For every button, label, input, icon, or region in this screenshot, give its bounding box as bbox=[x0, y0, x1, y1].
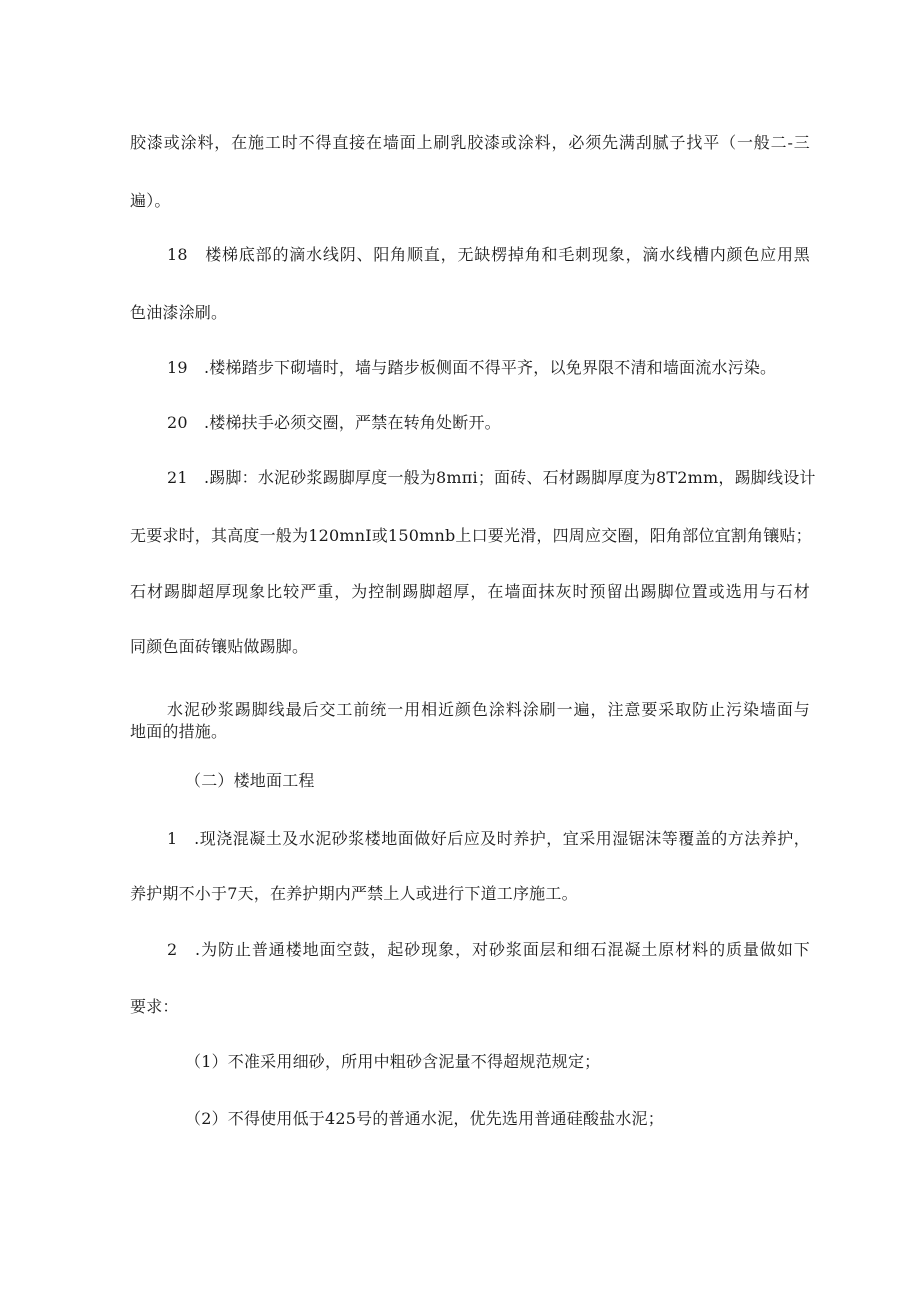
paragraph-line: 同颜色面砖镶贴做踢脚。 bbox=[130, 637, 309, 656]
paragraph-line: 要求： bbox=[130, 997, 179, 1016]
paragraph-line: 水泥砂浆踢脚线最后交工前统一用相近颜色涂料涂刷一遍，注意要采取防止污染墙面与 bbox=[167, 700, 810, 719]
list-item-21: 21 .踢脚：水泥砂浆踢脚厚度一般为8mπi；面砖、石材踢脚厚度为8T2mm，踢脚线设计 bbox=[167, 468, 816, 487]
paragraph-line: 无要求时，其高度一般为120mnI或150mnb上口要光滑，四周应交圈，阳角部位宜割角镶贴； bbox=[130, 526, 812, 545]
list-item-19: 19 .楼梯踏步下砌墙时，墙与踏步板侧面不得平齐，以免界限不清和墙面流水污染。 bbox=[167, 358, 777, 377]
list-item-2: 2 .为防止普通楼地面空鼓，起砂现象，对砂浆面层和细石混凝土原材料的质量做如下 bbox=[167, 940, 810, 959]
paragraph-line: 地面的措施。 bbox=[130, 722, 228, 741]
paragraph-line: 石材踢脚超厚现象比较严重，为控制踢脚超厚，在墙面抹灰时预留出踢脚位置或选用与石材 bbox=[130, 582, 810, 601]
section-heading: （二）楼地面工程 bbox=[185, 771, 315, 790]
sub-item-1: （1）不准采用细砂，所用中粗砂含泥量不得超规范规定； bbox=[185, 1052, 601, 1071]
paragraph-line: 遍）。 bbox=[130, 191, 171, 210]
paragraph-line: 养护期不小于7天，在养护期内严禁上人或进行下道工序施工。 bbox=[130, 884, 578, 903]
paragraph-line: 胶漆或涂料，在施工时不得直接在墙面上刷乳胶漆或涂料，必须先满刮腻子找平（一般二-三 bbox=[130, 133, 810, 152]
paragraph-line: 色油漆涂刷。 bbox=[130, 303, 228, 322]
list-item-1: 1 .现浇混凝土及水泥砂浆楼地面做好后应及时养护，宜采用湿锯沫等覆盖的方法养护， bbox=[167, 829, 810, 848]
list-item-20: 20 .楼梯扶手必须交圈，严禁在转角处断开。 bbox=[167, 413, 501, 432]
sub-item-2: （2）不得使用低于425号的普通水泥，优先选用普通硅酸盐水泥； bbox=[185, 1109, 664, 1128]
list-item-18: 18 楼梯底部的滴水线阴、阳角顺直，无缺楞掉角和毛刺现象，滴水线槽内颜色应用黑 bbox=[167, 245, 810, 264]
